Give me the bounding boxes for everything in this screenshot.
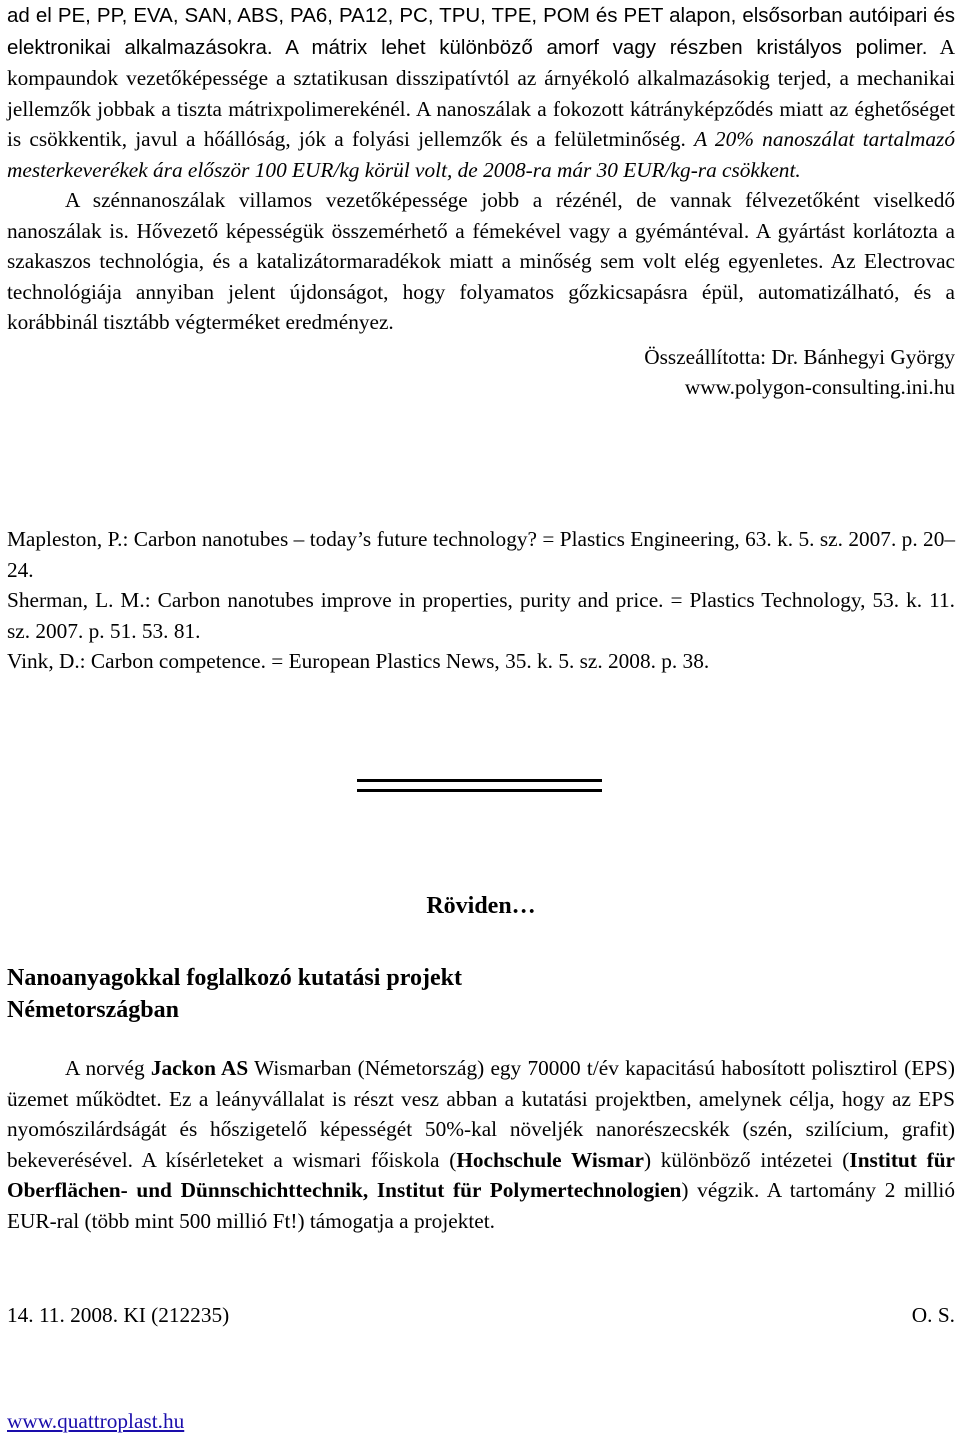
- article-continuation: [7, 0, 955, 403]
- brief-author: O. S.: [911, 1303, 955, 1327]
- brief-body: [7, 1053, 955, 1236]
- article-paragraph-2: A szénnanoszálak villamos vezetőképessége jobb a rézénél, de vannak félvezetőként viselkedő nanoszálak is. Hővezető képességük összemérhető a fémekével vagy a gyémántéval. A gyártást korlátozta a szakaszos technológia, és a katalizátormaradékok miatt a minőség sem volt elég egyenletes. Az Electrovac technológiája annyiban jelent újdonságot, hogy folyamatos gőzkicsapásra épül, automatizálható, és a korábbinál tisztább végterméket eredményez.: [7, 188, 955, 334]
- article-sans-text: ad el PE, PP, EVA, SAN, ABS, PA6, PA12, PC, TPU, TPE, POM és PET alapon, elsősorban autóipari és elektronikai alkalmazásokra. A mátrix lehet különböző amorf vagy részben kristályos polimer.: [7, 4, 955, 59]
- brief-headline-line2: Németországban: [7, 997, 179, 1023]
- section-title: Röviden…: [426, 893, 536, 919]
- article-text: A kompaundok vezetőképessége a sztatikusan disszipatívtól az árnyékoló alkalmazásokig terjed, a mechanikai jellemzők jobbak a tiszta mátrixpolimerekénél. A nanoszálak a fokozott kátrányképződés miatt az éghetőséget is csökkentik, javul a hőállóság, jók a folyási jellemzők és a felületminőség.: [7, 34, 956, 151]
- company-name: Jackon AS: [150, 1056, 249, 1080]
- brief-text: ) végzik. A tartomány 2 millió EUR-ral (több mint 500 millió Ft!) támogatja a projektet.: [7, 1178, 955, 1233]
- brief-text: Wismarban (Németország) egy 70000 t/év kapacitású habosított polisztirol (EPS) üzemet működtet. Ez a leányvállalat is részt vesz abban a kutatási projektben, amelynek célja, hogy az EPS nyomószilárdságát és hőszigetelő képességét 50%-kal növeljék nanorészecskék (szén, szilícium, grafit) bekeverésével. A kísérleteket a wismari főiskola (: [7, 1056, 955, 1172]
- article-italic-text: A 20% nanoszálat tartalmazó mesterkeverékek ára először 100 EUR/kg körül volt, de 2008-ra már 30 EUR/kg-ra csökkent.: [7, 127, 955, 182]
- brief-source-row: [7, 1300, 955, 1331]
- reference-item: Sherman, L. M.: Carbon nanotubes improve in properties, purity and price. = Plastics Technology, 53. k. 11. sz. 2007. p. 51. 53. 81.: [7, 588, 955, 643]
- reference-item: Vink, D.: Carbon competence. = European Plastics News, 35. k. 5. sz. 2008. p. 38.: [7, 649, 710, 673]
- section-divider-bottom: [357, 789, 602, 792]
- section-divider-top: [357, 779, 602, 782]
- article-paragraph-1: [7, 0, 955, 185]
- school-name: Hochschule Wismar: [456, 1147, 644, 1172]
- brief-text: A norvég: [65, 1056, 151, 1080]
- footer-website-link[interactable]: www.quattroplast.hu: [7, 1409, 185, 1433]
- reference-item: Mapleston, P.: Carbon nanotubes – today’s future technology? = Plastics Engineering, 63. k. 5. sz. 2007. p. 20–24.: [7, 527, 955, 582]
- institute-names: Institut für Oberflächen- und Dünnschichttechnik, Institut für Polymertechnologien: [7, 1147, 955, 1202]
- brief-source: 14. 11. 2008. KI (212235): [7, 1303, 230, 1327]
- compiler-website: www.polygon-consulting.ini.hu: [684, 375, 955, 399]
- reference-list: [7, 524, 955, 677]
- brief-headline: [7, 962, 955, 1026]
- brief-headline-line1: Nanoanyagokkal foglalkozó kutatási projekt: [7, 965, 462, 991]
- compiled-by: Összeállította: Dr. Bánhegyi György: [644, 344, 955, 369]
- brief-text: ) különböző intézetei (: [643, 1147, 850, 1172]
